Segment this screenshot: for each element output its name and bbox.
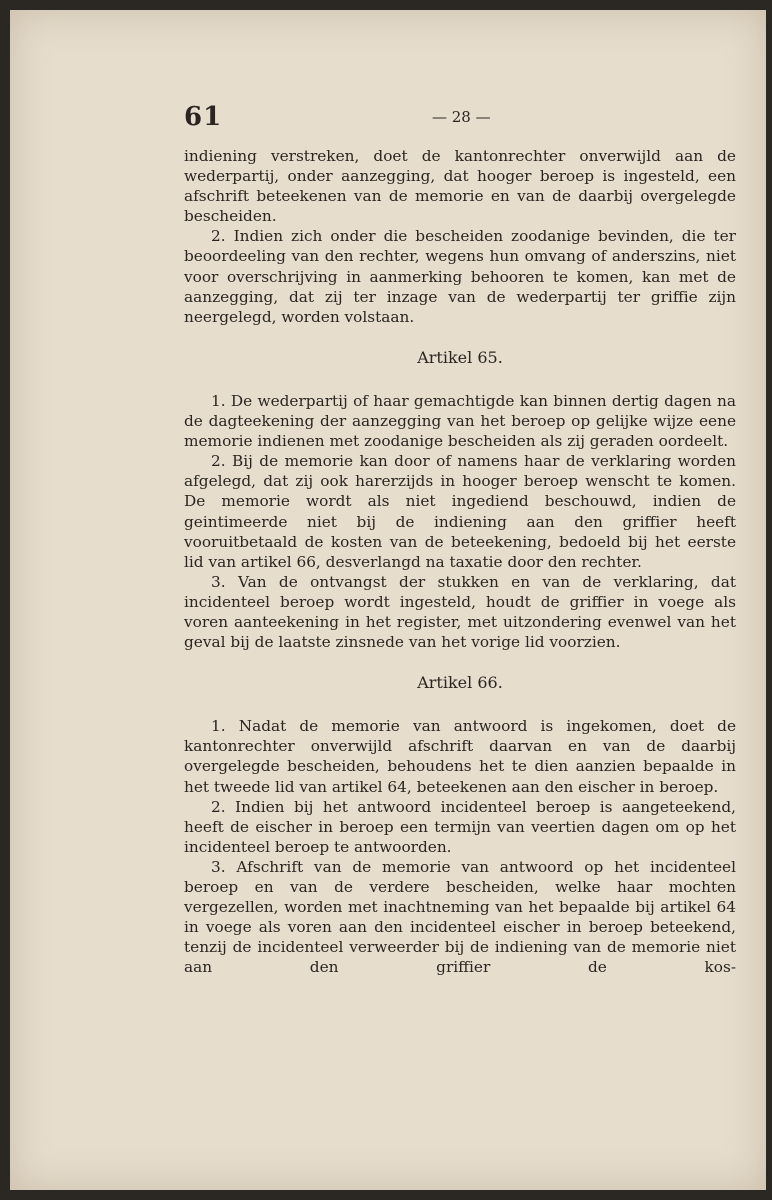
art66-paragraph-3: 3. Afschrift van de memorie van antwoord op het incidenteel beroep en van de verdere bescheiden, welke haar mochten vergezellen, worden met inachtneming van het bepaalde bij artikel 64 in voege als voren aan den incidenteel eischer in beroep beteekend, tenzij de incidenteel verweerder bij de indiening van de memorie niet aan den griffier de kos- [184, 857, 736, 977]
document-body [184, 146, 736, 977]
paragraph-intro: indiening verstreken, doet de kantonrechter onverwijld aan de wederpartij, onder aanzegging, dat hooger beroep is ingesteld, een afschrift beteekenen van de memorie en van de daarbij overgelegde bescheiden. [184, 147, 736, 226]
scanned-page [10, 10, 766, 1190]
heading-artikel-66: Artikel 66. [417, 673, 503, 693]
art66-paragraph-1: 1. Nadat de memorie van antwoord is ingekomen, doet de kantonrechter onverwijld afschrift daarvan en van de daarbij overgelegde bescheiden, behoudens het te dien aanzien bepaalde in het tweede lid van artikel 64, beteekenen aan den eischer in beroep. [184, 717, 736, 796]
art65-paragraph-2: 2. Bij de memorie kan door of namens haar de verklaring worden afgelegd, dat zij ook harerzijds in hooger beroep wenscht te komen. De memorie wordt als niet ingediend beschouwd, indien de geintimeerde niet bij de indiening aan den griffier heeft vooruitbetaald de kosten van de beteekening, bedoeld bij het eerste lid van artikel 66, desverlangd na taxatie door den rechter. [184, 452, 736, 571]
heading-artikel-65: Artikel 65. [417, 347, 503, 367]
folio-number: 61 [184, 102, 223, 132]
paragraph-intro-2: 2. Indien zich onder die bescheiden zoodanige bevinden, die ter beoordeeling van den rechter, wegens hun omvang of anderszins, niet voor overschrijving in aanmerking behooren te komen, kan met de aanzegging, dat zij ter inzage van de wederpartij ter griffie zijn neergelegd, worden volstaan. [184, 227, 736, 326]
page-header [184, 102, 744, 136]
art65-paragraph-1: 1. De wederpartij of haar gemachtigde kan binnen dertig dagen na de dagteekening der aanzegging van het beroep op gelijke wijze eene memorie indienen met zoodanige bescheiden als zij geraden oordeelt. [184, 391, 736, 451]
art65-paragraph-3: 3. Van de ontvangst der stukken en van de verklaring, dat incidenteel beroep wordt ingesteld, houdt de griffier in voege als voren aanteekening in het register, met uitzondering evenwel van het geval bij de laatste zinsnede van het vorige lid voorzien. [184, 572, 736, 652]
art66-paragraph-2: 2. Indien bij het antwoord incidenteel beroep is aangeteekend, heeft de eischer in beroep een termijn van veertien dagen om op het incidenteel beroep te antwoorden. [184, 797, 736, 856]
page-number: — 28 — [432, 108, 491, 126]
